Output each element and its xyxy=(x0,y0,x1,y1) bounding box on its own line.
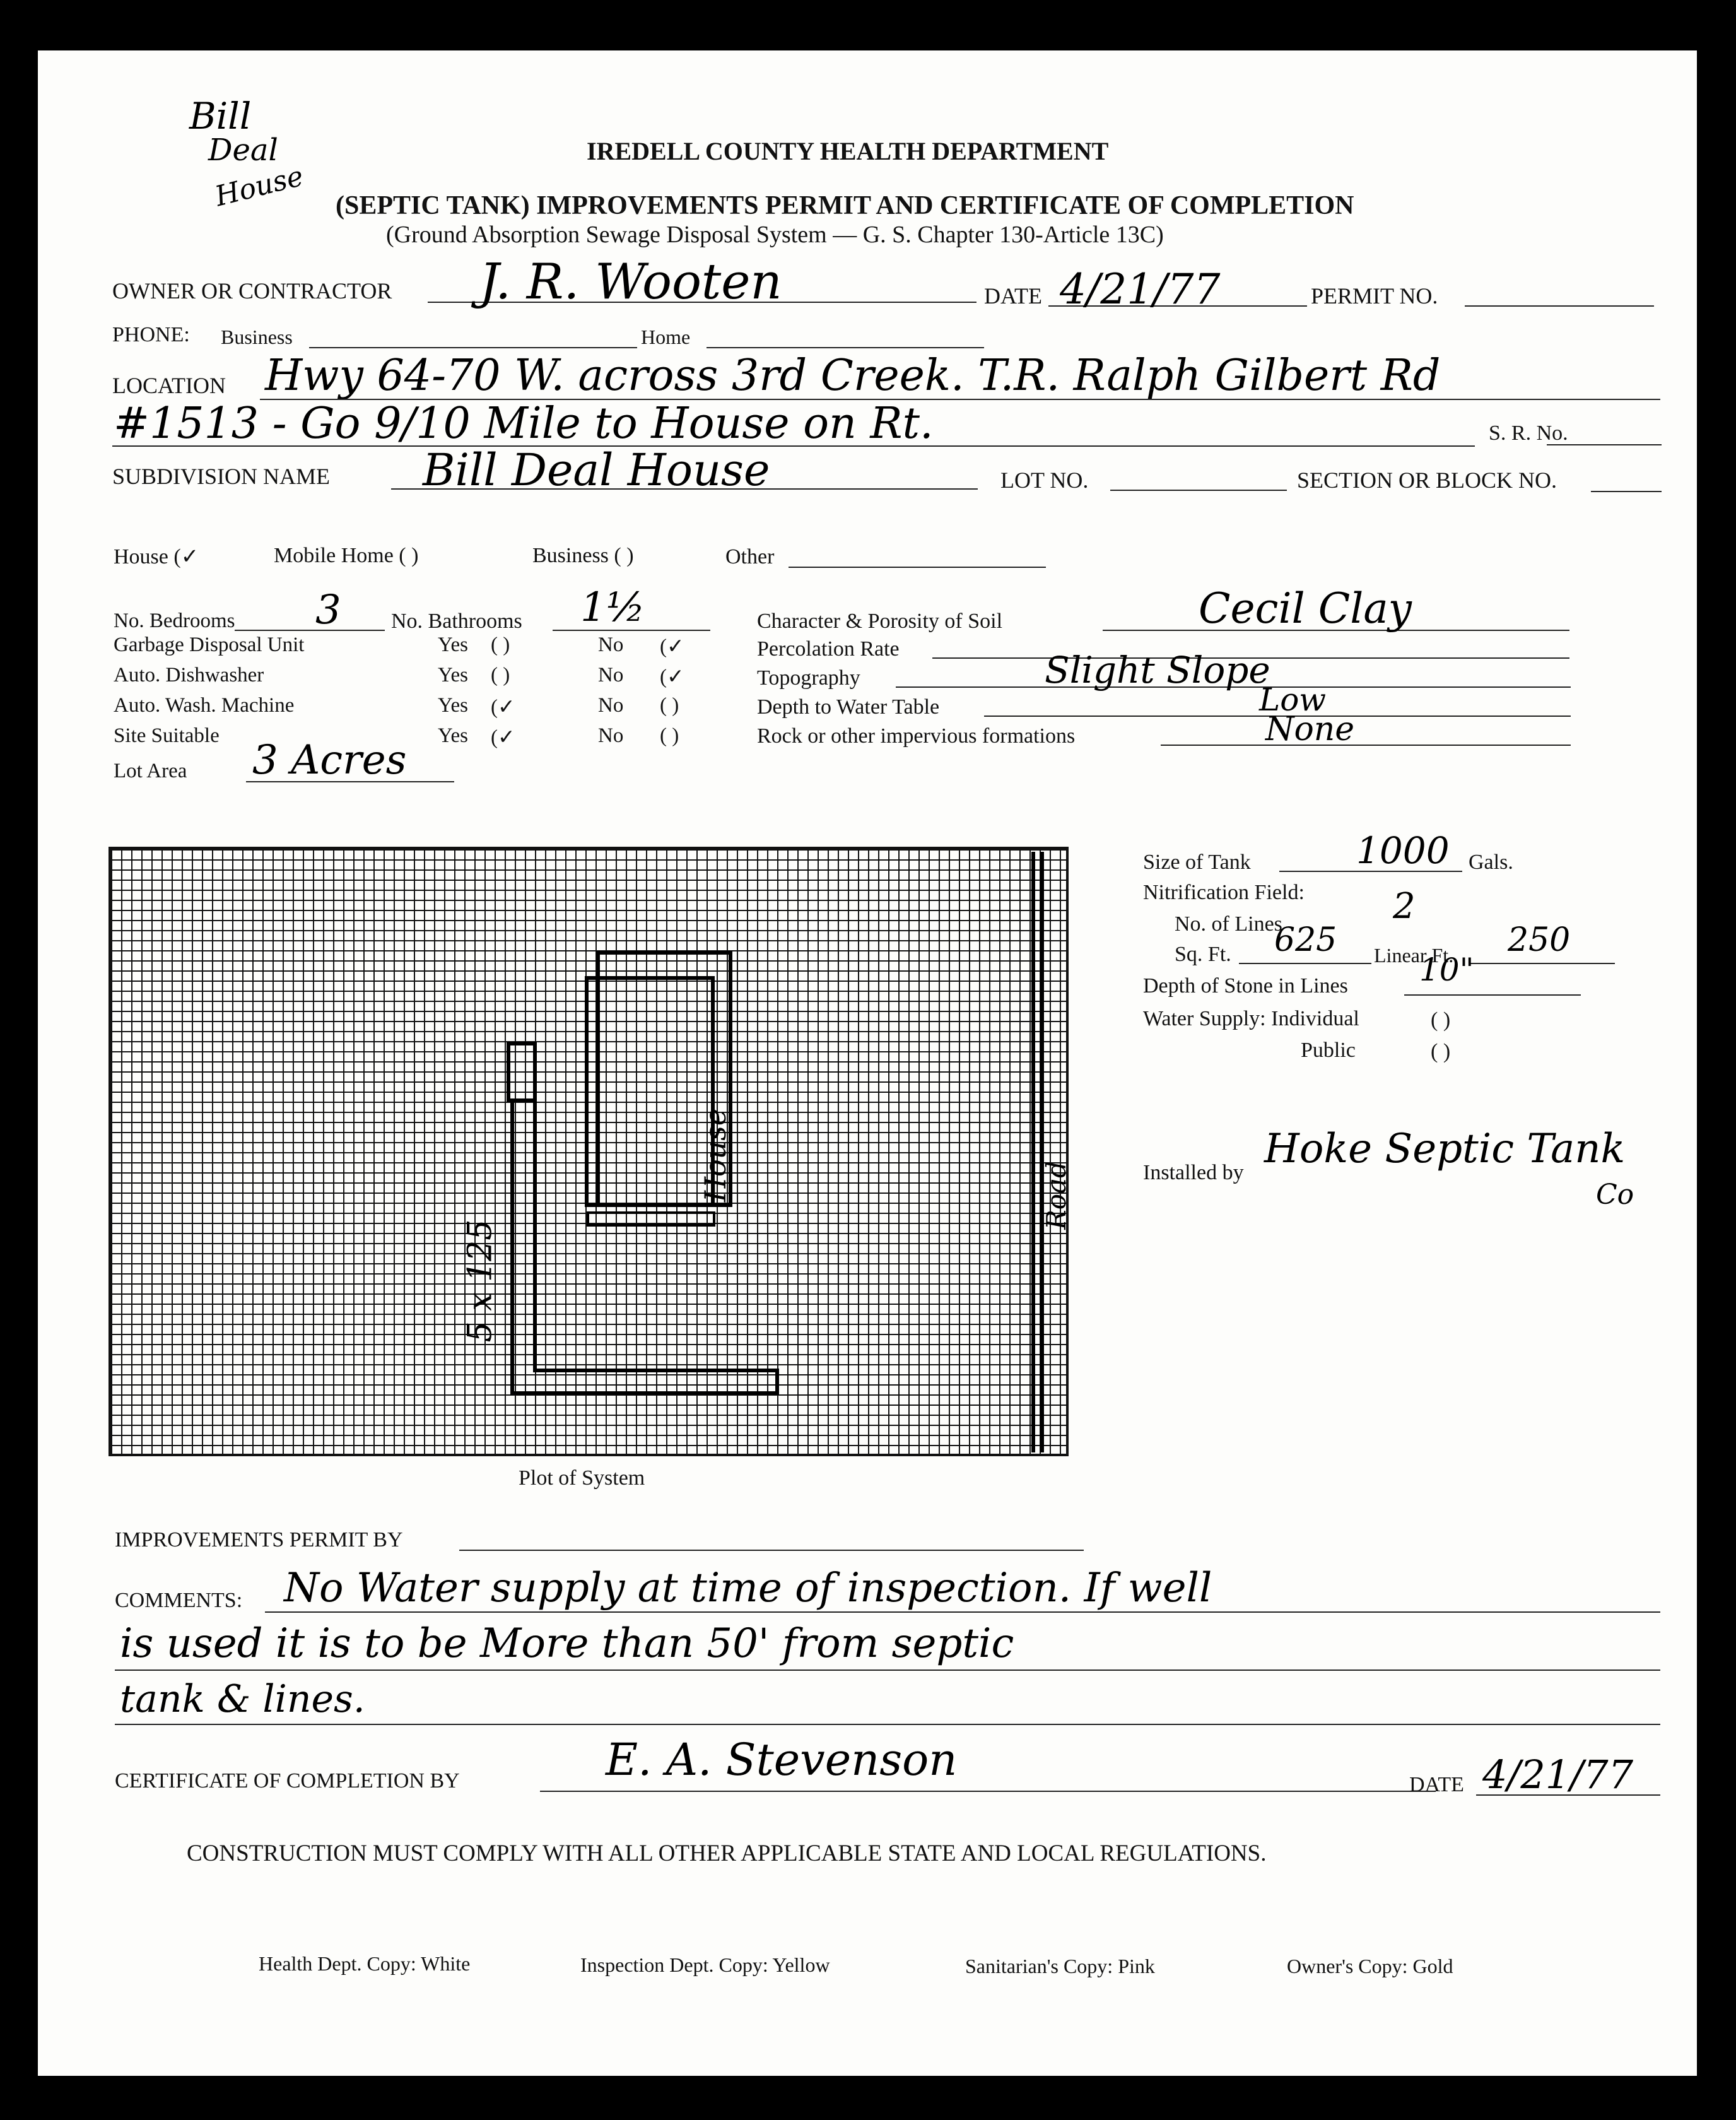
sq-ft-value: 625 xyxy=(1274,921,1337,959)
dishwasher-label: Auto. Dishwasher xyxy=(114,664,264,686)
subdivision-label: SUBDIVISION NAME xyxy=(112,464,331,489)
certificate-signature: E. A. Stevenson xyxy=(606,1734,958,1786)
water-supply-label: Water Supply: Individual xyxy=(1143,1007,1359,1030)
comments-label: COMMENTS: xyxy=(115,1589,243,1612)
dishwasher-yes-box: ( ) xyxy=(491,664,510,686)
date-value: 4/21/77 xyxy=(1060,265,1221,314)
tank-size-value: 1000 xyxy=(1356,829,1450,872)
installed-by-label: Installed by xyxy=(1143,1161,1244,1184)
permit-no-label: PERMIT NO. xyxy=(1311,283,1438,309)
plot-field-label: 5 x 125 xyxy=(461,1219,500,1343)
comments-rule-1 xyxy=(265,1611,1660,1613)
public-label: Public xyxy=(1301,1039,1356,1062)
owner-value: J. R. Wooten xyxy=(479,254,782,310)
lot-no-label: LOT NO. xyxy=(1000,468,1089,493)
wash-yes-box: (✓ xyxy=(491,696,515,719)
sq-ft-label: Sq. Ft. xyxy=(1175,943,1231,966)
bedrooms-label: No. Bedrooms xyxy=(114,610,235,632)
bathrooms-value: 1½ xyxy=(580,584,645,631)
plot-caption: Plot of System xyxy=(519,1466,645,1490)
comments-rule-2 xyxy=(115,1670,1660,1671)
form-subtitle: (Ground Absorption Sewage Disposal System — G. S. Chapter 130-Article 13C) xyxy=(386,221,1164,248)
rock-label: Rock or other impervious formations xyxy=(757,724,1076,748)
dishwasher-no-box: (✓ xyxy=(660,666,684,688)
comments-line3: tank & lines. xyxy=(120,1677,365,1721)
lot-area-label: Lot Area xyxy=(114,760,187,782)
dishwasher-yes-label: Yes xyxy=(438,664,469,686)
site-suitable-label: Site Suitable xyxy=(114,724,220,747)
comments-line1: No Water supply at time of inspection. If well xyxy=(284,1565,1212,1611)
water-table-label: Depth to Water Table xyxy=(757,695,940,719)
certificate-date-value: 4/21/77 xyxy=(1482,1752,1634,1798)
garbage-label: Garbage Disposal Unit xyxy=(114,633,305,656)
wash-no-label: No xyxy=(598,694,624,717)
house-option: House (✓ xyxy=(114,545,199,568)
rock-value: None xyxy=(1265,710,1355,748)
individual-box: ( ) xyxy=(1431,1008,1451,1032)
copy-health-dept: Health Dept. Copy: White xyxy=(259,1952,471,1975)
installed-by-value: Hoke Septic Tank xyxy=(1264,1126,1626,1172)
form-title: (SEPTIC TANK) IMPROVEMENTS PERMIT AND CERTIFICATE OF COMPLETION xyxy=(336,191,1354,220)
location-label: LOCATION xyxy=(112,373,226,398)
business-option: Business ( ) xyxy=(532,544,634,567)
owner-label: OWNER OR CONTRACTOR xyxy=(112,278,392,303)
gals-label: Gals. xyxy=(1469,851,1513,874)
soil-character-value: Cecil Clay xyxy=(1199,584,1412,633)
phone-label: PHONE: xyxy=(112,323,190,346)
site-yes-label: Yes xyxy=(438,724,469,747)
phone-home-label: Home xyxy=(641,326,691,348)
phone-business-label: Business xyxy=(221,326,293,348)
septic-tank-box xyxy=(508,1044,535,1100)
copy-inspection-dept: Inspection Dept. Copy: Yellow xyxy=(580,1953,830,1976)
improvements-permit-label: IMPROVEMENTS PERMIT BY xyxy=(115,1528,403,1552)
nitrification-field xyxy=(512,1100,777,1393)
department-title: IREDELL COUNTY HEALTH DEPARTMENT xyxy=(587,137,1109,165)
no-of-lines-label: No. of Lines xyxy=(1175,912,1282,936)
stone-depth-value: 10" xyxy=(1419,951,1474,988)
stone-depth-label: Depth of Stone in Lines xyxy=(1143,974,1348,998)
margin-note-line2: Deal xyxy=(208,132,278,168)
stone-depth-line xyxy=(1404,994,1581,996)
bathrooms-label: No. Bathrooms xyxy=(391,610,522,633)
mobile-home-option: Mobile Home ( ) xyxy=(274,544,419,567)
garbage-no-box: (✓ xyxy=(660,635,684,658)
house-front-line xyxy=(588,1213,714,1225)
garbage-yes-box: ( ) xyxy=(491,633,510,656)
tank-size-label: Size of Tank xyxy=(1143,851,1251,874)
topography-label: Topography xyxy=(757,666,860,690)
improvements-permit-line xyxy=(459,1550,1084,1551)
margin-note-line1: Bill xyxy=(189,95,252,138)
topography-value: Slight Slope xyxy=(1045,649,1270,692)
certificate-label: CERTIFICATE OF COMPLETION BY xyxy=(115,1769,460,1793)
plot-house-label: House xyxy=(698,1108,733,1203)
location-line1: Hwy 64-70 W. across 3rd Creek. T.R. Ralph Gilbert Rd xyxy=(265,351,1441,401)
site-yes-box: (✓ xyxy=(491,726,515,749)
dishwasher-no-label: No xyxy=(598,664,624,686)
certificate-line xyxy=(540,1791,1436,1792)
garbage-no-label: No xyxy=(598,633,624,656)
certificate-date-label: DATE xyxy=(1409,1773,1464,1796)
comments-rule-3 xyxy=(115,1724,1660,1725)
linear-ft-line xyxy=(1470,963,1615,964)
water-table-value: Low xyxy=(1259,681,1327,718)
sr-no-label: S. R. No. xyxy=(1489,421,1568,445)
soil-character-label: Character & Porosity of Soil xyxy=(757,610,1003,633)
sq-ft-line xyxy=(1239,963,1371,964)
permit-document xyxy=(38,50,1697,2076)
date-label: DATE xyxy=(984,283,1042,309)
linear-ft-label: Linear Ft. xyxy=(1374,944,1454,967)
wash-no-box: ( ) xyxy=(660,694,679,717)
linear-ft-value: 250 xyxy=(1508,921,1571,959)
copy-owner: Owner's Copy: Gold xyxy=(1287,1955,1453,1977)
copy-sanitarian: Sanitarian's Copy: Pink xyxy=(965,1955,1155,1977)
lot-area-value: 3 Acres xyxy=(252,737,407,784)
bedrooms-value: 3 xyxy=(315,587,341,633)
other-label: Other xyxy=(725,545,775,568)
plot-road-label: Road xyxy=(1040,1161,1072,1230)
no-of-lines-value: 2 xyxy=(1393,886,1416,927)
nitrification-label: Nitrification Field: xyxy=(1143,881,1305,904)
wash-yes-label: Yes xyxy=(438,694,469,717)
house-outline-inner xyxy=(587,978,713,1205)
garbage-yes-label: Yes xyxy=(438,633,469,656)
site-no-box: ( ) xyxy=(660,724,679,747)
installed-by-value-2: Co xyxy=(1596,1179,1634,1211)
percolation-label: Percolation Rate xyxy=(757,637,900,661)
site-no-label: No xyxy=(598,724,624,747)
subdivision-value: Bill Deal House xyxy=(423,444,770,496)
comments-line2: is used it is to be More than 50' from septic xyxy=(120,1620,1014,1667)
compliance-notice: CONSTRUCTION MUST COMPLY WITH ALL OTHER APPLICABLE STATE AND LOCAL REGULATIONS. xyxy=(187,1840,1267,1866)
section-label: SECTION OR BLOCK NO. xyxy=(1297,468,1557,493)
wash-machine-label: Auto. Wash. Machine xyxy=(114,694,295,717)
public-box: ( ) xyxy=(1431,1040,1451,1063)
margin-note-line3: House xyxy=(211,160,307,213)
location-line2: #1513 - Go 9/10 Mile to House on Rt. xyxy=(114,399,934,449)
